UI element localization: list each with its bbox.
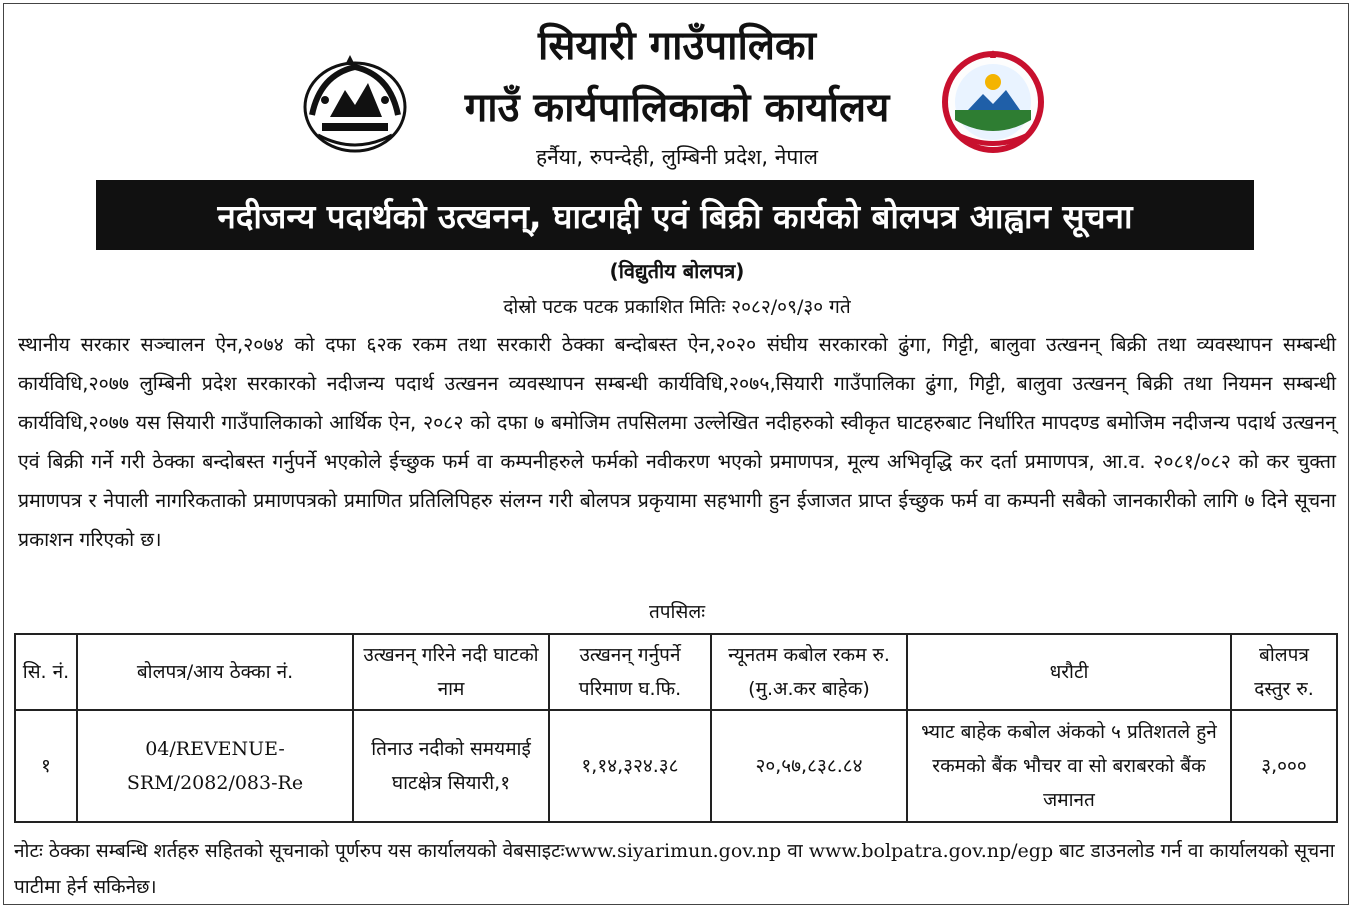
website-link-bolpatra[interactable]: www.bolpatra.gov.np/egp [808, 840, 1054, 862]
schedule-label: तपसिलः [648, 601, 706, 623]
cell-ref: 04/REVENUE-SRM/2082/083-Re [77, 710, 353, 822]
note-suffix: बाट डाउनलोड गर्न वा कार्यालयको सूचना पाटीमा हेर्न सकिनेछ। [14, 840, 1335, 898]
table-header-row [15, 634, 1337, 710]
col-header-site: उत्खनन् गरिने नदी घाटको नाम [353, 634, 549, 710]
cell-amount: २०,५७,८३८.८४ [711, 710, 907, 822]
col-header-amount: न्यूनतम कबोल रकम रु. (मु.अ.कर बाहेक) [711, 634, 907, 710]
office-name: गाउँ कार्यपालिकाको कार्यालय [464, 85, 890, 131]
notice-body: स्थानीय सरकार सञ्चालन ऐन,२०७४ को दफा ६२क रकम तथा सरकारी ठेक्का बन्दोबस्त ऐन,२०२० संघीय सरकारको ढुंगा, गिट्टी, बालुवा उत्खनन् बिक्री तथा व्यवस्थापन सम्बन्धी कार्यविधि,२०७७ लुम्बिनी प्रदेश सरकारको नदीजन्य पदार्थ उत्खनन व्यवस्थापन सम्बन्धी कार्यविधि,२०७५,सियारी गाउँपालिका ढुंगा, गिट्टी, बालुवा उत्खनन् बिक्री तथा नियमन सम्बन्धी कार्यविधि,२०७७ यस सियारी गाउँपालिकाको आर्थिक ऐन, २०८२ को दफा ७ बमोजिम तपसिलमा उल्लेखित नदीहरुको स्वीकृत घाटहरुबाट निर्धारित मापदण्ड बमोजिम नदीजन्य पदार्थ उत्खनन् एवं बिक्री गर्ने गरी ठेक्का बन्दोबस्त गर्नुपर्ने भएकोले ईच्छुक फर्म वा कम्पनीहरुले फर्मको नवीकरण भएको प्रमाणपत्र, मूल्य अभिवृद्धि कर दर्ता प्रमाणपत्र, आ.व. २०८१/०८२ को कर चुक्ता प्रमाणपत्र र नेपाली नागरिकताको प्रमाणपत्रको प्रमाणित प्रतिलिपिहरु संलग्न गरी बोलपत्र प्रकृयामा सहभागी हुन ईजाजत प्राप्त ईच्छुक फर्म वा कम्पनी सबैको जानकारीको लागि ७ दिने सूचना प्रकाशन गरिएको छ। [18, 333, 1336, 551]
bid-table [14, 633, 1338, 823]
col-header-sn: सि. नं. [15, 634, 77, 710]
notice-banner [96, 180, 1254, 250]
cell-volume: १,१४,३२४.३८ [549, 710, 711, 822]
cell-site: तिनाउ नदीको समयमाई घाटक्षेत्र सियारी,१ [353, 710, 549, 822]
cell-fee: ३,००० [1231, 710, 1337, 822]
footer-note [14, 833, 1336, 905]
note-prefix: नोटः ठेक्का सम्बन्धि शर्तहरु सहितको सूचनाको पूर्णरुप यस कार्यालयको वेबसाइटः [14, 840, 565, 862]
col-header-deposit: धरौटी [907, 634, 1231, 710]
publish-date: दोस्रो पटक पटक प्रकाशित मितिः २०८२/०९/३० गते [503, 296, 851, 318]
cell-deposit: भ्याट बाहेक कबोल अंकको ५ प्रतिशतले हुने रकमको बैंक भौचर वा सो बराबरको बैंक जमानत [907, 710, 1231, 822]
notice-type: (विद्युतीय बोलपत्र) [609, 259, 745, 283]
col-header-volume: उत्खनन् गर्नुपर्ने परिमाण घ.फि. [549, 634, 711, 710]
website-link-siyarimun[interactable]: www.siyarimun.gov.np [564, 840, 782, 862]
note-mid: वा [781, 840, 809, 862]
municipality-name: सियारी गाउँपालिका [537, 23, 817, 69]
notice-banner-title: नदीजन्य पदार्थको उत्खनन्, घाटगद्दी एवं बिक्री कार्यको बोलपत्र आह्वान सूचना [217, 196, 1133, 236]
cell-sn: १ [15, 710, 77, 822]
col-header-fee: बोलपत्र दस्तुर रु. [1231, 634, 1337, 710]
col-header-ref: बोलपत्र/आय ठेक्का नं. [77, 634, 353, 710]
table-row [15, 710, 1337, 822]
office-address: हर्नैया, रुपन्देही, लुम्बिनी प्रदेश, नेपाल [535, 145, 819, 169]
